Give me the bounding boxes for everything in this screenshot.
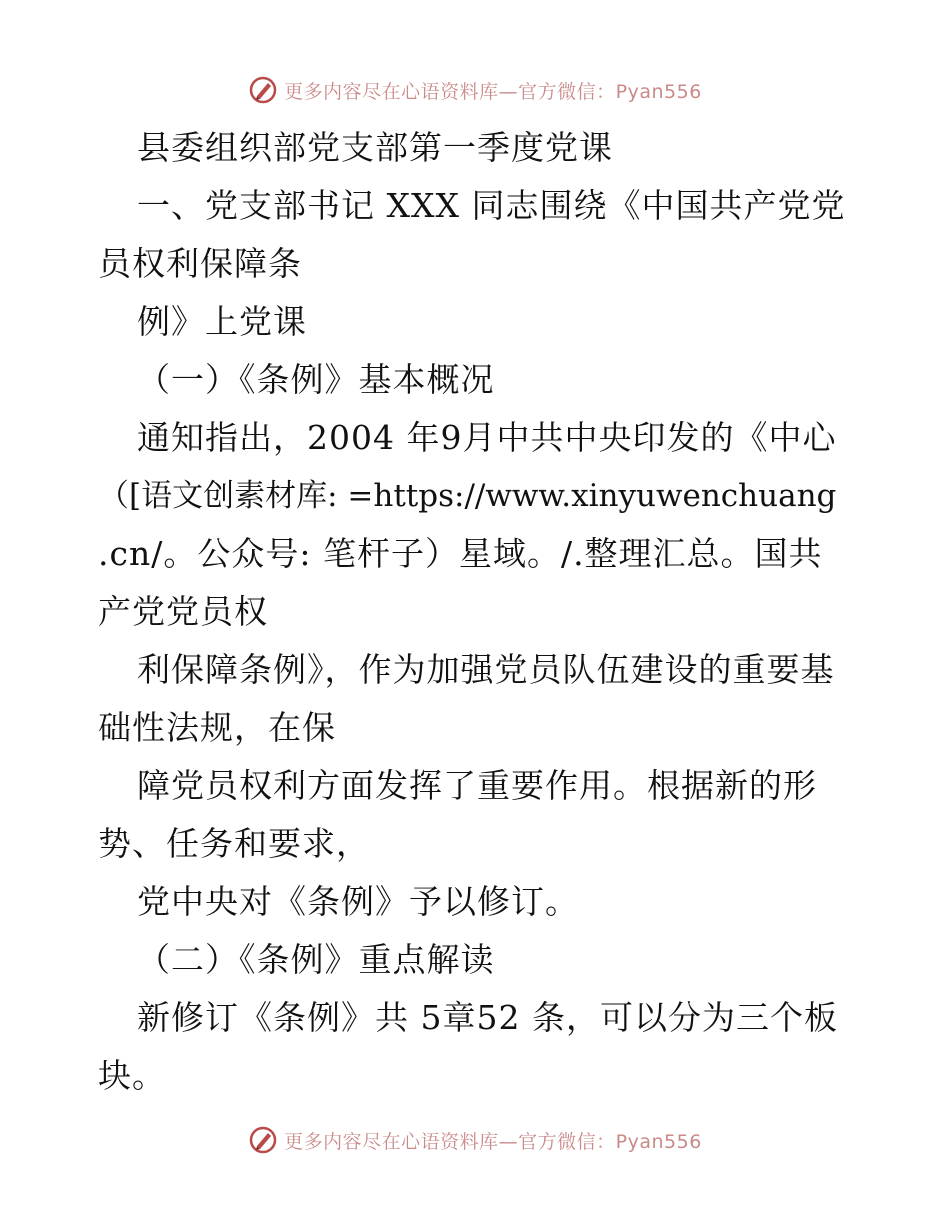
paragraph-line: 础性法规，在保 <box>98 708 336 747</box>
red-pen-logo-icon <box>248 75 278 105</box>
watermark-text: 更多内容尽在心语资料库—官方微信：Pyan556 <box>284 1130 702 1153</box>
paragraph-line: 势、任务和要求， <box>98 824 370 863</box>
paragraph-line: 块。 <box>98 1056 166 1095</box>
paragraph-line: 党中央对《条例》予以修订。 <box>137 882 579 921</box>
paragraph-line: 利保障条例》，作为加强党员队伍建设的重要基 <box>137 650 835 689</box>
paragraph-line: 通知指出，2004 年9月中共中央印发的《中心 <box>137 418 837 457</box>
paragraph-line: .cn/。公众号: 笔杆子）星域。/.整理汇总。国共 <box>98 534 823 573</box>
document-title: 县委组织部党支部第一季度党课 <box>137 128 613 167</box>
paragraph-line: 员权利保障条 <box>98 244 302 283</box>
header-watermark <box>0 70 950 110</box>
subsection-heading: （一）《条例》基本概况 <box>137 360 495 399</box>
paragraph-line: 新修订《条例》共 5章52 条，可以分为三个板 <box>137 998 838 1037</box>
red-pen-logo-icon <box>248 1125 278 1155</box>
paragraph-line: 障党员权利方面发挥了重要作用。根据新的形 <box>137 766 817 805</box>
section-heading: 一、党支部书记 XXX 同志围绕《中国共产党党 <box>137 186 846 225</box>
paragraph-line: （[语文创素材库: =https://www.xinyuwenchuang <box>98 478 837 514</box>
subsection-heading: （二）《条例》重点解读 <box>137 940 495 979</box>
footer-watermark <box>0 1120 950 1160</box>
paragraph-line: 例》上党课 <box>137 302 307 341</box>
paragraph-line: 产党党员权 <box>98 592 268 631</box>
watermark-text: 更多内容尽在心语资料库—官方微信：Pyan556 <box>284 80 702 103</box>
